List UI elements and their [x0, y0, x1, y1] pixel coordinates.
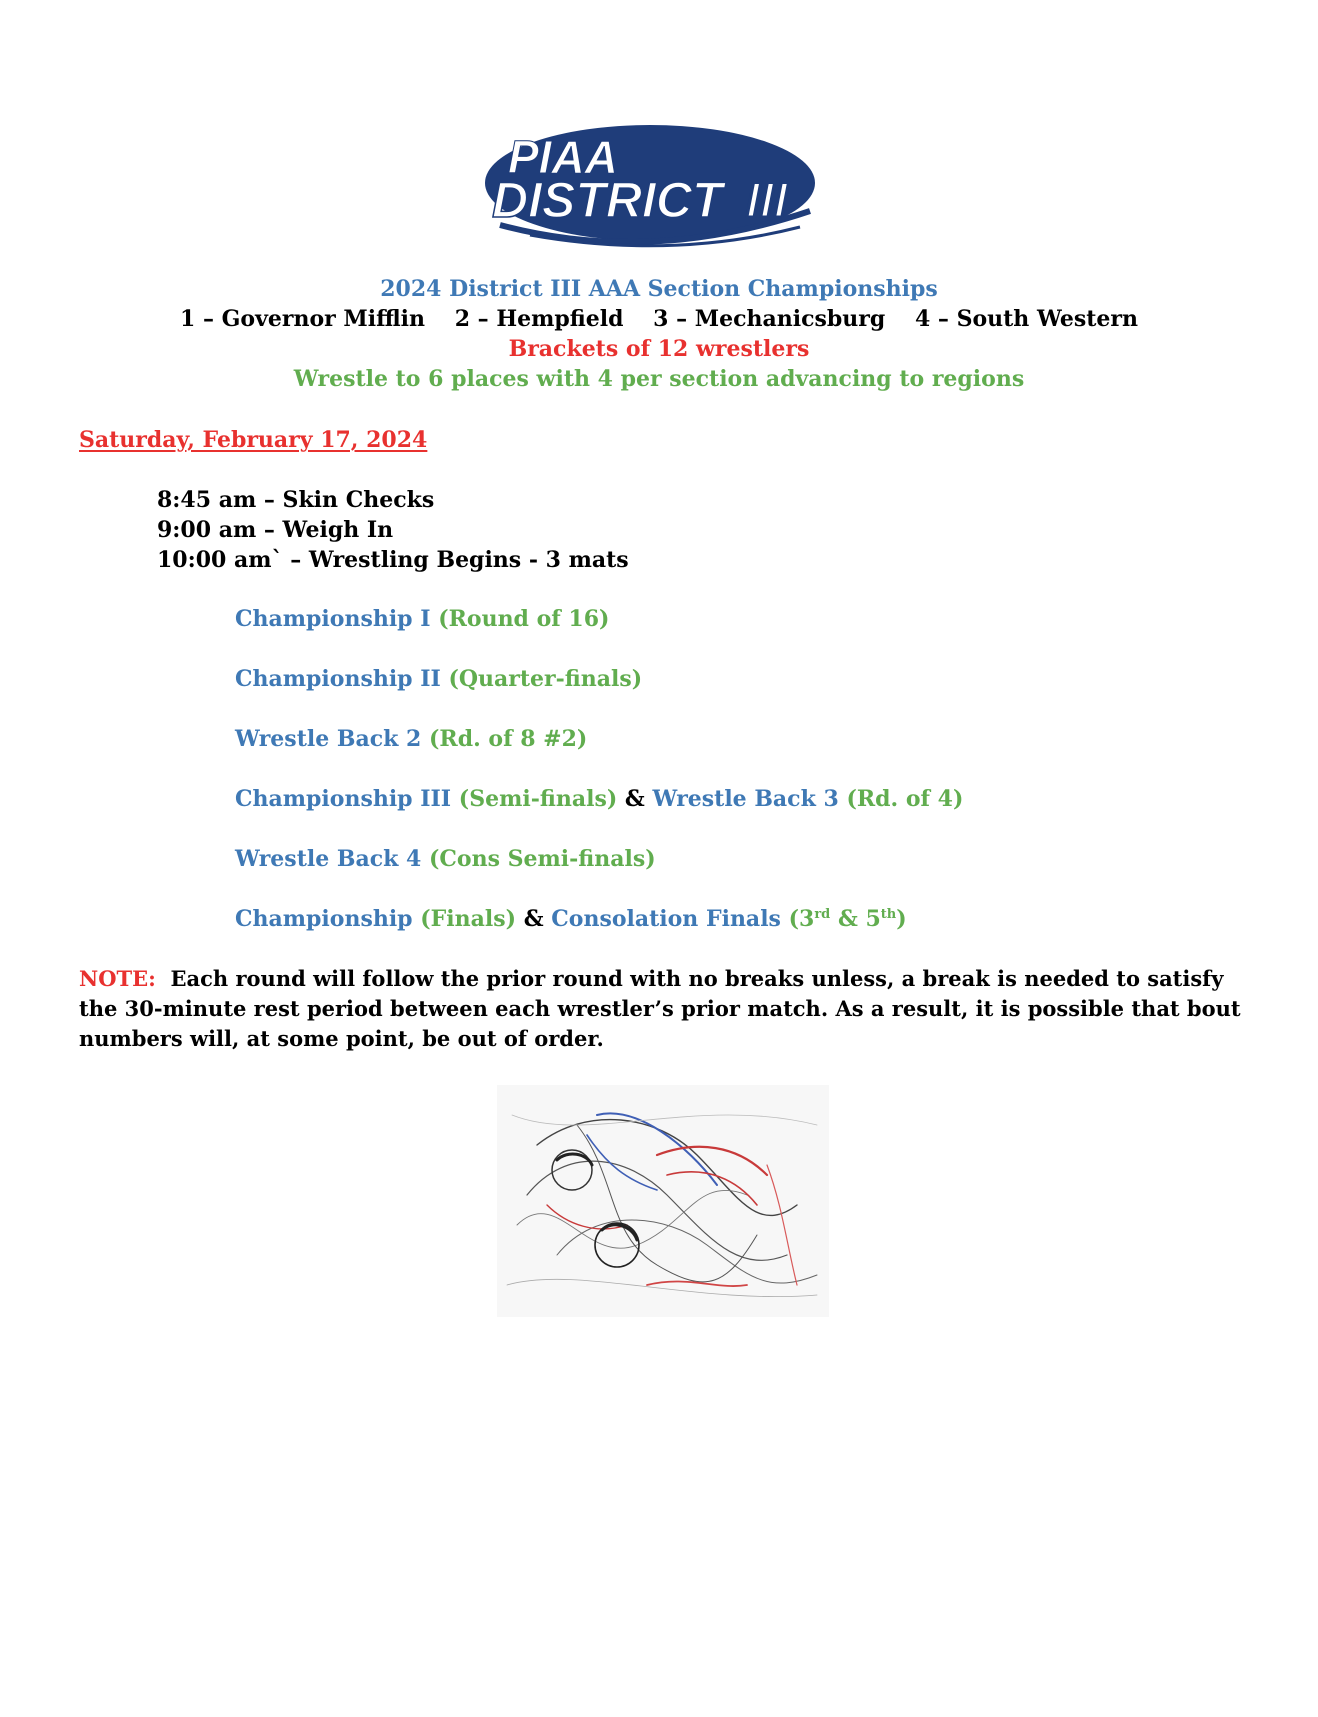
round-championship-finals-and-consolation	[235, 906, 907, 932]
event-date: Saturday, February 17, 2024	[79, 427, 428, 453]
round-name: Championship I	[235, 606, 431, 632]
round-championship-ii	[235, 666, 642, 692]
piaa-district-iii-logo	[470, 115, 860, 255]
section-list	[0, 306, 1318, 332]
round-championship-i	[235, 606, 609, 632]
round-detail-secondary: (Rd. of 4)	[846, 786, 964, 812]
round-name: Championship III	[235, 786, 452, 812]
round-detail-secondary: (3rd & 5th)	[788, 906, 907, 932]
section-2: 2 – Hempfield	[454, 306, 624, 332]
svg-text:DISTRICT: DISTRICT	[492, 172, 723, 228]
svg-text:PIAA: PIAA	[508, 131, 618, 183]
round-name: Wrestle Back 2	[235, 726, 422, 752]
round-name-secondary: Consolation Finals	[551, 906, 781, 932]
round-name-secondary: Wrestle Back 3	[652, 786, 839, 812]
round-name: Championship II	[235, 666, 441, 692]
round-detail: (Semi-finals)	[458, 786, 618, 812]
ampersand: &	[523, 906, 544, 932]
advancement-note: Wrestle to 6 places with 4 per section advancing to regions	[293, 366, 1025, 392]
superscript-th: th	[880, 907, 897, 922]
round-wrestle-back-4	[235, 846, 656, 872]
round-detail: (Rd. of 8 #2)	[429, 726, 588, 752]
schedule-item-weigh-in: 9:00 am – Weigh In	[157, 517, 394, 543]
round-wrestle-back-2	[235, 726, 587, 752]
section-3: 3 – Mechanicsburg	[653, 306, 886, 332]
svg-text:III: III	[746, 172, 788, 228]
brackets-note: Brackets of 12 wrestlers	[508, 336, 810, 362]
section-4: 4 – South Western	[914, 306, 1138, 332]
superscript-rd: rd	[814, 907, 831, 922]
round-detail: (Cons Semi-finals)	[429, 846, 656, 872]
round-detail: (Quarter-finals)	[448, 666, 643, 692]
round-detail: (Round of 16)	[438, 606, 610, 632]
round-championship-iii-and-wrestle-back-3	[235, 786, 963, 812]
section-1: 1 – Governor Mifflin	[180, 306, 426, 332]
schedule-item-skin-checks: 8:45 am – Skin Checks	[157, 487, 435, 513]
note-label: NOTE:	[79, 966, 156, 991]
ampersand: &	[624, 786, 645, 812]
note-paragraph	[79, 964, 1259, 1054]
wrestlers-sketch-illustration	[497, 1085, 829, 1317]
event-title: 2024 District III AAA Section Championships	[380, 276, 938, 302]
round-name: Wrestle Back 4	[235, 846, 422, 872]
round-detail: (Finals)	[420, 906, 517, 932]
schedule-item-wrestling-begins: 10:00 am` – Wrestling Begins - 3 mats	[157, 547, 629, 573]
note-text: Each round will follow the prior round with no breaks unless, a break is needed to satisfy the 30-minute rest period between each wrestler’s prior match. As a result, it is possible that bout numbers will, at some point, be out of order.	[79, 966, 1241, 1051]
round-name: Championship	[235, 906, 413, 932]
